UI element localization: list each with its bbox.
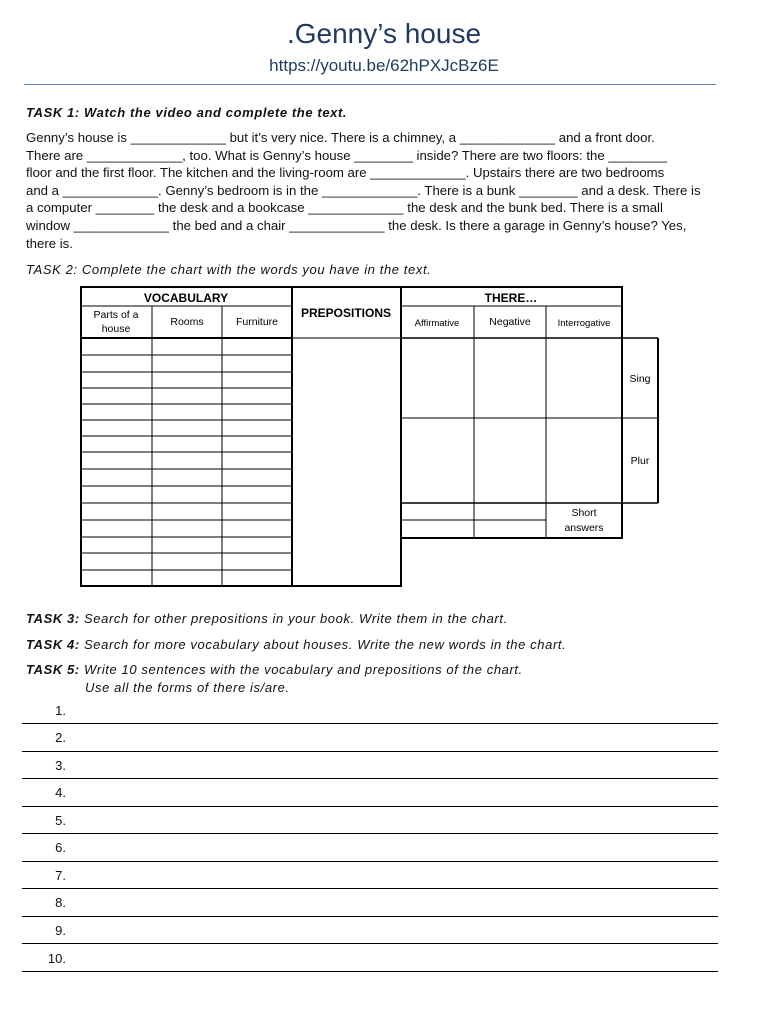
col-parts-of-house-2: house <box>101 323 131 335</box>
prepositions-block <box>292 287 401 586</box>
prepositions-header: PREPOSITIONS <box>300 306 392 320</box>
sentence-line[interactable] <box>22 861 718 862</box>
col-parts-of-house: Parts of a <box>93 309 139 321</box>
paragraph-line: there is. <box>26 235 73 251</box>
paragraph-line: and a _____________. Genny’s bedroom is in the _____________. There is a bunk ________ and a desk. There is <box>26 182 701 198</box>
sentence-number: 4. <box>55 785 66 800</box>
task5-text: Write 10 sentences with the vocabulary and prepositions of the chart. <box>84 662 523 677</box>
sentence-line[interactable] <box>22 943 718 944</box>
task4-text: Search for more vocabulary about houses. Write the new words in the chart. <box>84 637 567 652</box>
sentence-number: 3. <box>55 758 66 773</box>
task5-label: TASK 5: <box>26 662 80 677</box>
sentence-line[interactable] <box>22 971 718 972</box>
row-singular: Sing <box>629 373 651 385</box>
sentence-number: 1. <box>55 703 66 718</box>
sentence-number: 7. <box>55 868 66 883</box>
page-title: .Genny’s house <box>286 18 482 49</box>
col-rooms: Rooms <box>170 316 204 328</box>
video-link[interactable]: https://youtu.be/62hPXJcBz6E <box>269 56 499 75</box>
col-affirmative: Affirmative <box>414 318 460 329</box>
paragraph-line: floor and the first floor. The kitchen and the living-room are _____________. Upstairs there are two bedrooms <box>26 165 665 181</box>
sentence-line[interactable] <box>22 723 718 724</box>
col-interrogative: Interrogative <box>557 318 611 329</box>
sentence-line[interactable] <box>22 778 718 779</box>
short-answers: Short <box>571 507 597 519</box>
paragraph-line: There are _____________, too. What is Genny’s house ________ inside? There are two floors: the ________ <box>26 147 668 163</box>
sentence-number: 10. <box>47 951 66 966</box>
sentence-number: 2. <box>55 730 66 745</box>
task5-instruction <box>26 662 523 677</box>
vocabulary-answer-rows <box>81 355 292 570</box>
sentence-line[interactable] <box>22 888 718 889</box>
sentence-line[interactable] <box>22 833 718 834</box>
task5-instruction-2: Use all the forms of there is/are. <box>85 680 290 695</box>
task2-label: TASK 2: <box>26 262 78 277</box>
task3-instruction <box>26 611 508 626</box>
paragraph-line: Genny’s house is _____________ but it’s very nice. There is a chimney, a _____________ and a front door. <box>26 130 655 145</box>
sentence-line[interactable] <box>22 806 718 807</box>
sentence-number: 9. <box>55 923 66 938</box>
vocabulary-header: VOCABULARY <box>143 291 229 305</box>
task2-text: Complete the chart with the words you have in the text. <box>81 262 432 277</box>
sentence-line[interactable] <box>22 916 718 917</box>
sentence-number: 6. <box>55 840 66 855</box>
task4-instruction <box>26 637 566 652</box>
task3-text: Search for other prepositions in your book. Write them in the chart. <box>84 611 508 626</box>
task4-label: TASK 4: <box>26 637 80 652</box>
paragraph-line: a computer ________ the desk and a bookcase _____________ the desk and the bunk bed. There is a small <box>26 200 663 216</box>
sentence-line[interactable] <box>22 751 718 752</box>
sentence-number: 5. <box>55 813 66 828</box>
short-answers-2: answers <box>564 522 604 534</box>
paragraph-line: window _____________ the bed and a chair _____________ the desk. Is there a garage in Genny’s house? Yes, <box>26 217 687 233</box>
task3-label: TASK 3: <box>26 611 80 626</box>
there-header: THERE… <box>484 291 538 305</box>
task1-label: TASK 1: <box>26 105 80 120</box>
task1-text: Watch the video and complete the text. <box>84 105 348 120</box>
col-negative: Negative <box>489 316 531 328</box>
sentence-number: 8. <box>55 895 66 910</box>
col-furniture: Furniture <box>235 316 279 328</box>
row-plural: Plur <box>630 455 650 467</box>
